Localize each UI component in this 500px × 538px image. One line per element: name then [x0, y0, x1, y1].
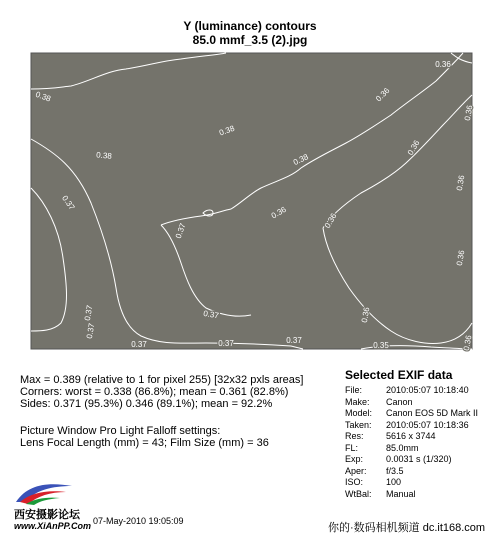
exif-key: WtBal: [345, 488, 372, 499]
contour-label: 0.37 [286, 336, 302, 346]
contour-label: 0.36 [374, 86, 392, 104]
contour-label: 0.37 [131, 340, 147, 350]
contour-label: 0.38 [34, 89, 52, 104]
contour-label: 0.37 [173, 222, 188, 240]
contour-label: 0.36 [405, 138, 422, 157]
contour-svg [31, 53, 475, 352]
contour-label: 0.37 [60, 193, 77, 212]
stats-corners: Corners: worst = 0.338 (86.8%); mean = 0.361 (82.8%) [20, 386, 289, 398]
contour-label: 0.36 [454, 249, 467, 267]
exif-value: 85.0mm [386, 442, 419, 453]
exif-value: f/3.5 [386, 465, 404, 476]
stats-sides: Sides: 0.371 (95.3%) 0.346 (89.1%); mean = 92.2% [20, 398, 273, 410]
exif-value: 0.0031 s (1/320) [386, 454, 452, 464]
contour-label: 0.36 [269, 204, 288, 221]
contour-plot [31, 53, 475, 352]
contour-label: 0.35 [373, 341, 389, 351]
exif-value: Canon EOS 5D Mark II [386, 408, 479, 418]
exif-row [345, 443, 478, 455]
exif-row [345, 408, 478, 420]
contour-label: 0.36 [454, 174, 467, 192]
chart-title-block [0, 19, 500, 47]
exif-list [345, 385, 478, 500]
logo-swoosh-icon [14, 480, 74, 506]
exif-value: 5616 x 3744 [386, 431, 436, 441]
forum-logo [14, 480, 94, 531]
exif-value: Manual [386, 488, 416, 499]
contour-label: 0.36 [462, 104, 475, 122]
exif-title: Selected EXIF data [345, 368, 453, 382]
exif-key: FL: [345, 442, 359, 453]
contour-label: 0.37 [84, 322, 97, 340]
contour-label: 0.37 [82, 304, 95, 322]
contour-label: 0.38 [218, 123, 236, 138]
contour-label: 0.36 [359, 306, 372, 324]
exif-value: Canon [386, 396, 413, 407]
exif-value: 100 [386, 477, 402, 487]
plot-background [31, 53, 474, 352]
exif-row [345, 489, 478, 501]
contour-label: 0.36 [435, 60, 451, 70]
contour-label: 0.38 [95, 150, 113, 161]
exif-row [345, 420, 478, 432]
stats-falloff-values: Lens Focal Length (mm) = 43; Film Size (mm) = 36 [20, 437, 269, 449]
exif-row [345, 454, 478, 466]
logo-text-chinese: 西安摄影论坛 [14, 509, 80, 521]
chart-title: Y (luminance) contours [183, 19, 317, 33]
exif-key: Aper: [345, 465, 367, 476]
exif-key: File: [345, 385, 363, 395]
exif-row [345, 397, 478, 409]
render-date: 07-May-2010 19:05:09 [93, 516, 184, 526]
exif-key: Taken: [345, 419, 372, 430]
exif-key: Res: [345, 431, 364, 441]
stats-max: Max = 0.389 (relative to 1 for pixel 255) [32x32 pxls areas] [20, 374, 304, 386]
footer-watermark: 你的·数码相机频道 dc.it168.com [328, 522, 486, 534]
exif-row [345, 431, 478, 443]
exif-value: 2010:05:07 10:18:36 [386, 419, 469, 430]
exif-key: Exp: [345, 454, 364, 464]
exif-row [345, 466, 478, 478]
exif-key: Make: [345, 396, 370, 407]
contour-label: 0.38 [291, 152, 310, 168]
contour-label: 0.37 [218, 339, 234, 349]
exif-key: ISO: [345, 477, 364, 487]
stats-falloff-heading: Picture Window Pro Light Falloff settings: [20, 425, 221, 437]
exif-key: Model: [345, 408, 373, 418]
contour-label: 0.36 [461, 334, 474, 352]
exif-row [345, 477, 478, 489]
contour-label: 0.37 [202, 308, 220, 321]
contour-label: 0.36 [322, 211, 339, 230]
logo-text-url: www.XiAnPP.Com [14, 521, 92, 531]
exif-value: 2010:05:07 10:18:40 [386, 385, 469, 395]
exif-row [345, 385, 478, 397]
chart-subtitle: 85.0 mmf_3.5 (2).jpg [192, 33, 308, 47]
